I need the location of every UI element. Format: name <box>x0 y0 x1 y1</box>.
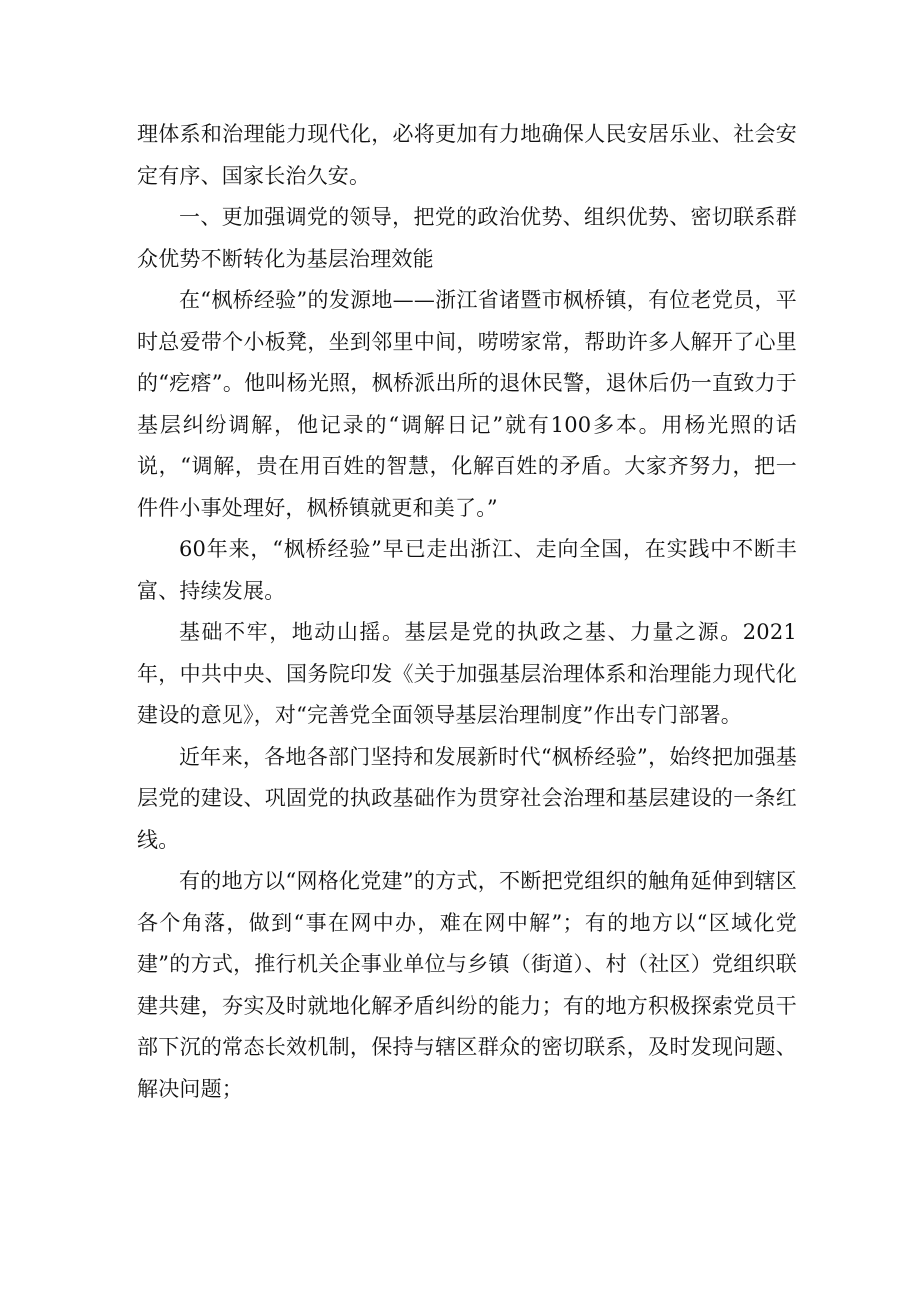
paragraph-6: 近年来，各地各部门坚持和发展新时代“枫桥经验”，始终把加强基层党的建设、巩固党的执政基础作为贯穿社会治理和基层建设的一条红线。 <box>137 744 797 852</box>
paragraph-7: 有的地方以“网格化党建”的方式，不断把党组织的触角延伸到辖区各个角落，做到“事在网中办，难在网中解”；有的地方以“区域化党建”的方式，推行机关企事业单位与乡镇（街道）、村（社区）党组织联建共建，夯实及时就地化解矛盾纠纷的能力；有的地方积极探索党员干部下沉的常态长效机制，保持与辖区群众的密切联系，及时发现问题、解决问题； <box>137 869 797 1101</box>
section-heading: 一、更加强调党的领导，把党的政治优势、组织优势、密切联系群众优势不断转化为基层治理效能 <box>137 205 797 271</box>
paragraph-5: 基础不牢，地动山摇。基层是党的执政之基、力量之源。2021年，中共中央、国务院印发《关于加强基层治理体系和治理能力现代化建设的意见》，对“完善党全面领导基层治理制度”作出专门部署。 <box>137 620 797 727</box>
paragraph-3: 在“枫桥经验”的发源地——浙江省诸暨市枫桥镇，有位老党员，平时总爱带个小板凳，坐到邻里中间，唠唠家常，帮助许多人解开了心里的“疙瘩”。他叫杨光照，枫桥派出所的退休民警，退休后仍一直致力于基层纠纷调解，他记录的“调解日记”就有100多本。用杨光照的话说，“调解，贵在用百姓的智慧，化解百姓的矛盾。大家齐努力，把一件件小事处理好，枫桥镇就更和美了。” <box>137 288 797 520</box>
document-body <box>137 114 797 1110</box>
paragraph-1: 理体系和治理能力现代化，必将更加有力地确保人民安居乐业、社会安定有序、国家长治久安。 <box>137 122 797 188</box>
paragraph-4: 60年来，“枫桥经验”早已走出浙江、走向全国，在实践中不断丰富、持续发展。 <box>137 537 797 603</box>
